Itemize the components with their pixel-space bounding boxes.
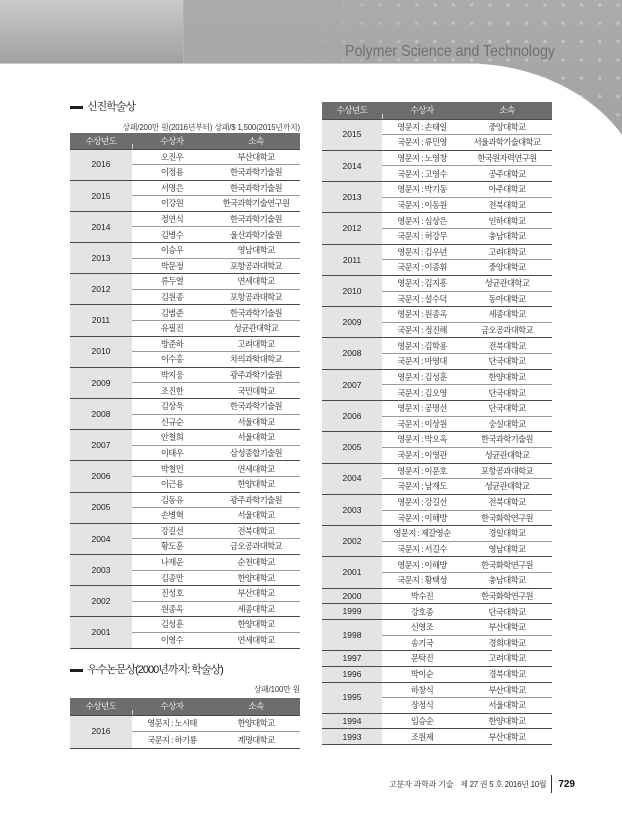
- recipient-affiliation: 포항공과대학교: [212, 289, 300, 305]
- recipient-affiliation: 경희대학교: [462, 635, 552, 651]
- award-year: 2007: [322, 369, 382, 400]
- recipient-name: 영문지 : 이문호: [382, 463, 462, 479]
- recipient-name: 이태우: [132, 445, 212, 461]
- recipient-affiliation: 공주대학교: [462, 166, 552, 182]
- section-title-text: 우수논문상(2000년까지: 학술상): [87, 664, 223, 676]
- recipient-name: 조진한: [132, 383, 212, 399]
- recipient-affiliation: 고려대학교: [462, 244, 552, 260]
- award-row: [70, 554, 300, 570]
- table-body: [70, 149, 300, 648]
- recipient-name: 국문지 : 설수덕: [382, 291, 462, 307]
- recipient-name: 국문지 : 류민영: [382, 135, 462, 151]
- recipient-affiliation: 한국화학연구원: [462, 557, 552, 573]
- recipient-affiliation: 서울대학교: [462, 698, 552, 714]
- recipient-name: 김범준: [132, 305, 212, 321]
- table-body: [322, 119, 552, 745]
- award-year: 1996: [322, 666, 382, 682]
- award-row: [322, 620, 552, 636]
- award-year: 2016: [70, 715, 132, 748]
- recipient-affiliation: 충남대학교: [462, 228, 552, 244]
- recipient-affiliation: 전북대학교: [462, 338, 552, 354]
- recipient-name: 국문지 : 정진해: [382, 322, 462, 338]
- award-year: 2009: [322, 307, 382, 338]
- page-footer: [389, 774, 575, 794]
- recipient-affiliation: 중앙대학교: [462, 260, 552, 276]
- recipient-name: 신영조: [382, 620, 462, 636]
- award-row: [70, 274, 300, 290]
- column-header-recipient: 수상자: [132, 698, 212, 715]
- column-header-year: 수상년도: [322, 102, 382, 119]
- recipient-affiliation: 세종대학교: [462, 307, 552, 323]
- recipient-name: 국문지 : 이해방: [382, 510, 462, 526]
- recipient-name: 국문지 : 고영수: [382, 166, 462, 182]
- recipient-affiliation: 한국과학기술원: [462, 432, 552, 448]
- award-year: 2003: [322, 494, 382, 525]
- award-year: 2003: [70, 554, 132, 585]
- award-row: [70, 586, 300, 602]
- award-row: [322, 307, 552, 323]
- recipient-affiliation: 부산대학교: [462, 620, 552, 636]
- recipient-name: 국문지 : 허강무: [382, 228, 462, 244]
- award-year: 2001: [70, 617, 132, 648]
- recipient-affiliation: 세종대학교: [212, 601, 300, 617]
- award-year: 2010: [322, 275, 382, 306]
- recipient-name: 이정용: [132, 165, 212, 181]
- recipient-name: 류두열: [132, 274, 212, 290]
- table-header-row: [70, 133, 300, 149]
- award-year: 1998: [322, 620, 382, 651]
- recipient-affiliation: 한국원자력연구원: [462, 150, 552, 166]
- award-row: [322, 119, 552, 135]
- column-header-affiliation: 소속: [462, 102, 552, 119]
- recipient-name: 강길선: [132, 523, 212, 539]
- recipient-affiliation: 부산대학교: [212, 149, 300, 165]
- column-header-year: 수상년도: [70, 698, 132, 715]
- recipient-affiliation: 한국화학연구원: [462, 588, 552, 604]
- recipient-name: 국문지 : 이종휘: [382, 260, 462, 276]
- recipient-affiliation: 고려대학교: [462, 651, 552, 667]
- award-year: 2000: [322, 588, 382, 604]
- award-row: [322, 463, 552, 479]
- recipient-name: 장정식: [382, 698, 462, 714]
- award-year: 1994: [322, 713, 382, 729]
- award-year: 2014: [70, 211, 132, 242]
- award-year: 2015: [322, 119, 382, 150]
- recipient-affiliation: 차의과학대학교: [212, 352, 300, 368]
- recipient-affiliation: 광주과학기술원: [212, 492, 300, 508]
- award-year: 2012: [322, 213, 382, 244]
- recipient-name: 조원제: [382, 729, 462, 745]
- table-body: [70, 715, 300, 748]
- recipient-affiliation: 경북대학교: [462, 666, 552, 682]
- recipient-affiliation: 전북대학교: [462, 494, 552, 510]
- award-row: [70, 243, 300, 259]
- recipient-name: 영문지 : 김성훈: [382, 369, 462, 385]
- award-row: [70, 715, 300, 732]
- recipient-affiliation: 한국과학기술원: [212, 399, 300, 415]
- award-year: 2013: [70, 243, 132, 274]
- journal-title-en: Polymer Science and Technology: [345, 43, 555, 60]
- table-header-row: [322, 102, 552, 119]
- award-row: [322, 651, 552, 667]
- recipient-name: 박문정: [132, 258, 212, 274]
- recipient-affiliation: 성균관대학교: [462, 479, 552, 495]
- recipient-affiliation: 단국대학교: [462, 604, 552, 620]
- recipient-affiliation: 연세대학교: [212, 461, 300, 477]
- award-year: 2006: [70, 461, 132, 492]
- recipient-affiliation: 숭실대학교: [462, 416, 552, 432]
- award-year: 2005: [322, 432, 382, 463]
- dash-bullet-icon: [70, 669, 83, 672]
- recipient-name: 국문지 : 이영관: [382, 447, 462, 463]
- award-year: 2001: [322, 557, 382, 588]
- award-year: 2008: [322, 338, 382, 369]
- award-year: 1993: [322, 729, 382, 745]
- award-row: [322, 526, 552, 542]
- recipient-affiliation: 성균관대학교: [462, 275, 552, 291]
- recipient-affiliation: 한국과학기술원: [212, 305, 300, 321]
- award-row: [70, 492, 300, 508]
- award-year: 2007: [70, 430, 132, 461]
- recipient-affiliation: 국민대학교: [212, 383, 300, 399]
- recipient-name: 신규순: [132, 414, 212, 430]
- recipient-name: 김병수: [132, 227, 212, 243]
- recipient-name: 영문지 : 손태일: [382, 119, 462, 135]
- recipient-affiliation: 아주대학교: [462, 182, 552, 198]
- recipient-name: 이영수: [132, 632, 212, 648]
- column-header-recipient: 수상자: [382, 102, 462, 119]
- award-row: [70, 180, 300, 196]
- recipient-affiliation: 부산대학교: [462, 682, 552, 698]
- recipient-affiliation: 서울과학기술대학교: [462, 135, 552, 151]
- award-row: [322, 604, 552, 620]
- recipient-affiliation: 충남대학교: [462, 573, 552, 589]
- best-paper-award-table-continued: [322, 102, 552, 745]
- award-row: [70, 617, 300, 633]
- award-row: [322, 682, 552, 698]
- award-row: [70, 430, 300, 446]
- award-row: [322, 244, 552, 260]
- recipient-name: 강호종: [382, 604, 462, 620]
- recipient-name: 영문지 : 원종옥: [382, 307, 462, 323]
- recipient-name: 이수홍: [132, 352, 212, 368]
- recipient-affiliation: 영남대학교: [212, 243, 300, 259]
- recipient-name: 김동유: [132, 492, 212, 508]
- recipient-name: 국문지 : 하기룡: [132, 732, 212, 749]
- page-number: 729: [558, 778, 575, 790]
- recipient-affiliation: 고려대학교: [212, 336, 300, 352]
- recipient-affiliation: 연세대학교: [212, 274, 300, 290]
- recipient-affiliation: 금오공과대학교: [212, 539, 300, 555]
- award-year: 2005: [70, 492, 132, 523]
- recipient-name: 이승우: [132, 243, 212, 259]
- section-title-young-scientist-award: [70, 100, 135, 114]
- recipient-name: 박수진: [382, 588, 462, 604]
- recipient-name: 송기국: [382, 635, 462, 651]
- recipient-affiliation: 광주과학기술원: [212, 367, 300, 383]
- recipient-name: 원종옥: [132, 601, 212, 617]
- recipient-name: 김종만: [132, 570, 212, 586]
- award-year: 2014: [322, 150, 382, 181]
- recipient-name: 서명은: [132, 180, 212, 196]
- recipient-affiliation: 단국대학교: [462, 354, 552, 370]
- recipient-name: 영문지 : 이해방: [382, 557, 462, 573]
- award-row: [70, 305, 300, 321]
- recipient-affiliation: 인하대학교: [462, 213, 552, 229]
- recipient-name: 김상욱: [132, 399, 212, 415]
- recipient-affiliation: 전북대학교: [462, 197, 552, 213]
- recipient-affiliation: 계명대학교: [212, 732, 300, 749]
- issue-info: 제 27 권 5 호 2016년 10월: [460, 779, 547, 789]
- award-row: [322, 588, 552, 604]
- recipient-affiliation: 서울대학교: [212, 508, 300, 524]
- recipient-affiliation: 단국대학교: [462, 385, 552, 401]
- award-year: 2004: [322, 463, 382, 494]
- recipient-name: 이강원: [132, 196, 212, 212]
- award-row: [322, 369, 552, 385]
- recipient-name: 영문지 : 심상은: [382, 213, 462, 229]
- recipient-affiliation: 포항공과대학교: [212, 258, 300, 274]
- recipient-name: 영문지 : 노영창: [382, 150, 462, 166]
- recipient-affiliation: 한양대학교: [212, 476, 300, 492]
- recipient-name: 영문지 : 박오옥: [382, 432, 462, 448]
- award-year: 2011: [322, 244, 382, 275]
- recipient-name: 김원종: [132, 289, 212, 305]
- recipient-name: 손병혁: [132, 508, 212, 524]
- recipient-affiliation: 경일대학교: [462, 526, 552, 542]
- award-row: [322, 666, 552, 682]
- recipient-affiliation: 한양대학교: [462, 369, 552, 385]
- prize-note: 상패/200만 원(2016년부터) 상패/$ 1,500(2015년까지): [122, 123, 300, 132]
- recipient-affiliation: 서울대학교: [212, 430, 300, 446]
- column-header-affiliation: 소속: [212, 133, 300, 149]
- award-year: 2013: [322, 182, 382, 213]
- recipient-affiliation: 연세대학교: [212, 632, 300, 648]
- recipient-affiliation: 금오공과대학교: [462, 322, 552, 338]
- award-year: 2004: [70, 523, 132, 554]
- award-row: [70, 399, 300, 415]
- column-header-affiliation: 소속: [212, 698, 300, 715]
- recipient-name: 이근용: [132, 476, 212, 492]
- award-year: 2006: [322, 401, 382, 432]
- recipient-name: 영문지 : 공명선: [382, 401, 462, 417]
- recipient-affiliation: 한양대학교: [212, 715, 300, 732]
- section-title-text: 신진학술상: [87, 101, 136, 113]
- recipient-affiliation: 울산과학기술원: [212, 227, 300, 243]
- recipient-affiliation: 한국과학기술연구원: [212, 196, 300, 212]
- young-scientist-award-table: [70, 133, 300, 649]
- recipient-affiliation: 한양대학교: [212, 617, 300, 633]
- recipient-name: 영문지 : 김우년: [382, 244, 462, 260]
- award-row: [70, 336, 300, 352]
- award-year: 2002: [70, 586, 132, 617]
- award-row: [322, 182, 552, 198]
- recipient-affiliation: 서울대학교: [212, 414, 300, 430]
- award-year: 2009: [70, 367, 132, 398]
- award-year: 2002: [322, 526, 382, 557]
- award-row: [322, 729, 552, 745]
- recipient-affiliation: 삼성종합기술원: [212, 445, 300, 461]
- award-row: [70, 211, 300, 227]
- award-year: 1999: [322, 604, 382, 620]
- award-row: [322, 713, 552, 729]
- section-title-best-paper-award: [70, 663, 223, 677]
- recipient-affiliation: 동아대학교: [462, 291, 552, 307]
- recipient-affiliation: 한국과학기술원: [212, 180, 300, 196]
- prize-note: 상패/100만 원: [253, 685, 300, 694]
- recipient-affiliation: 부산대학교: [462, 729, 552, 745]
- recipient-name: 국문지 : 이동원: [382, 197, 462, 213]
- recipient-affiliation: 한양대학교: [462, 713, 552, 729]
- recipient-name: 진성호: [132, 586, 212, 602]
- recipient-affiliation: 성균관대학교: [212, 321, 300, 337]
- best-paper-award-table: [70, 698, 300, 749]
- award-year: 2015: [70, 180, 132, 211]
- award-row: [322, 432, 552, 448]
- award-row: [322, 401, 552, 417]
- award-year: 2010: [70, 336, 132, 367]
- recipient-name: 김성훈: [132, 617, 212, 633]
- recipient-name: 방준하: [132, 336, 212, 352]
- recipient-name: 국문지 : 마영대: [382, 354, 462, 370]
- recipient-affiliation: 한국과학기술원: [212, 211, 300, 227]
- recipient-name: 국문지 : 이상원: [382, 416, 462, 432]
- recipient-name: 박지웅: [132, 367, 212, 383]
- recipient-name: 영문지 : 제갈영순: [382, 526, 462, 542]
- recipient-name: 하창식: [382, 682, 462, 698]
- recipient-affiliation: 전북대학교: [212, 523, 300, 539]
- recipient-name: 영문지 : 강길선: [382, 494, 462, 510]
- award-row: [322, 150, 552, 166]
- column-header-recipient: 수상자: [132, 133, 212, 149]
- award-row: [322, 213, 552, 229]
- recipient-affiliation: 부산대학교: [212, 586, 300, 602]
- recipient-name: 영문지 : 박기동: [382, 182, 462, 198]
- recipient-name: 정연식: [132, 211, 212, 227]
- award-row: [70, 149, 300, 165]
- column-header-year: 수상년도: [70, 133, 132, 149]
- recipient-affiliation: 영남대학교: [462, 541, 552, 557]
- award-row: [322, 557, 552, 573]
- award-year: 2011: [70, 305, 132, 336]
- recipient-name: 국문지 : 황택성: [382, 573, 462, 589]
- award-row: [70, 523, 300, 539]
- recipient-affiliation: 순천대학교: [212, 554, 300, 570]
- journal-name: 고분자 과학과 기술: [389, 779, 454, 789]
- recipient-name: 유필진: [132, 321, 212, 337]
- table-header-row: [70, 698, 300, 715]
- recipient-name: 영문지 : 김지흥: [382, 275, 462, 291]
- recipient-name: 영문지 : 노시태: [132, 715, 212, 732]
- footer-divider: [551, 775, 552, 793]
- award-row: [70, 367, 300, 383]
- award-year: 2016: [70, 149, 132, 180]
- recipient-name: 임승순: [382, 713, 462, 729]
- recipient-name: 문탁진: [382, 651, 462, 667]
- award-year: 2008: [70, 399, 132, 430]
- recipient-name: 박이순: [382, 666, 462, 682]
- recipient-name: 나재운: [132, 554, 212, 570]
- recipient-name: 안철희: [132, 430, 212, 446]
- award-row: [70, 461, 300, 477]
- recipient-affiliation: 한국화학연구원: [462, 510, 552, 526]
- recipient-name: 황도훈: [132, 539, 212, 555]
- dash-bullet-icon: [70, 106, 83, 109]
- recipient-name: 국문지 : 남재도: [382, 479, 462, 495]
- award-row: [322, 338, 552, 354]
- award-row: [322, 275, 552, 291]
- recipient-name: 오진우: [132, 149, 212, 165]
- recipient-affiliation: 중앙대학교: [462, 119, 552, 135]
- award-year: 2012: [70, 274, 132, 305]
- recipient-affiliation: 단국대학교: [462, 401, 552, 417]
- recipient-affiliation: 포항공과대학교: [462, 463, 552, 479]
- award-year: 1997: [322, 651, 382, 667]
- recipient-name: 박철민: [132, 461, 212, 477]
- recipient-name: 영문지 : 김학용: [382, 338, 462, 354]
- recipient-affiliation: 한국과학기술원: [212, 165, 300, 181]
- recipient-name: 국문지 : 김오영: [382, 385, 462, 401]
- recipient-affiliation: 한양대학교: [212, 570, 300, 586]
- recipient-affiliation: 성균관대학교: [462, 447, 552, 463]
- award-row: [322, 494, 552, 510]
- recipient-name: 국문지 : 서길수: [382, 541, 462, 557]
- award-year: 1995: [322, 682, 382, 713]
